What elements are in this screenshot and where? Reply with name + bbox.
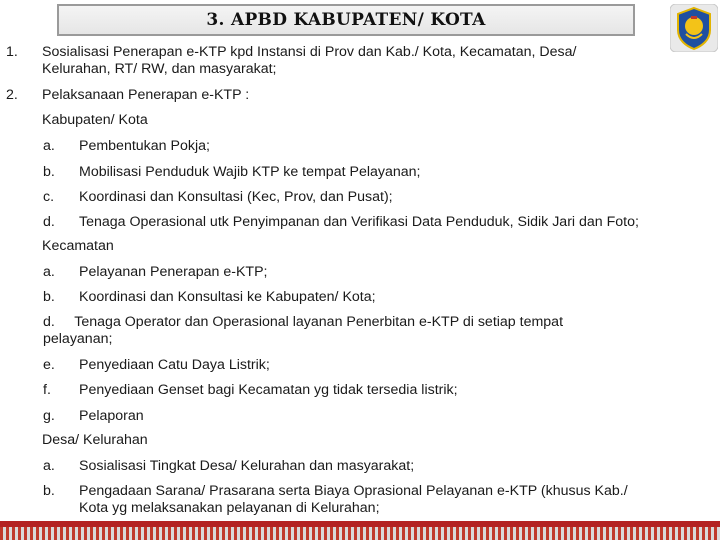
list-item: Tenaga Operasional utk Penyimpanan dan Verifikasi Data Penduduk, Sidik Jari dan Foto; [79,214,639,230]
list-item-letter: b. [43,289,55,305]
list-item-letter: a. [43,458,55,474]
list-item: Pelayanan Penerapan e-KTP; [79,264,268,280]
list-item-letter: b. [43,164,55,180]
footer-accent-line [0,521,720,527]
list-item-d-line-2: pelayanan; [43,331,113,347]
list-item-letter: e. [43,357,55,373]
list-item: Koordinasi dan Konsultasi ke Kabupaten/ Kota; [79,289,376,305]
list-item-letter: d. [43,214,55,230]
kabupaten-heading: Kabupaten/ Kota [42,112,148,128]
list-item: Mobilisasi Penduduk Wajib KTP ke tempat Pelayanan; [79,164,421,180]
list-item-letter: b. [43,483,55,499]
list-item-b-line-1: Pengadaan Sarana/ Prasarana serta Biaya Oprasional Pelayanan e-KTP (khusus Kab./ [79,483,628,499]
list-item: Pelaporan [79,408,144,424]
list-item: Sosialisasi Tingkat Desa/ Kelurahan dan masyarakat; [79,458,415,474]
list-item: Pembentukan Pokja; [79,138,210,154]
page-title: 3. APBD KABUPATEN/ KOTA [206,10,486,30]
item-1-line-2: Kelurahan, RT/ RW, dan masyarakat; [42,61,277,77]
list-item-letter: a. [43,138,55,154]
item-2-text: Pelaksanaan Penerapan e-KTP : [42,87,250,103]
item-1-line-1: Sosialisasi Penerapan e-KTP kpd Instansi di Prov dan Kab./ Kota, Kecamatan, Desa/ [42,44,577,60]
kecamatan-heading: Kecamatan [42,238,114,254]
list-item-b-line-2: Kota yg melaksanakan pelayanan di Kelurahan; [79,500,380,516]
list-item-letter: f. [43,382,51,398]
list-item-letter: g. [43,408,55,424]
item-number-1: 1. [6,44,18,60]
list-item: Penyediaan Catu Daya Listrik; [79,357,270,373]
list-item-letter: c. [43,189,55,205]
list-item-d-line-1: d. Tenaga Operator dan Operasional layanan Penerbitan e-KTP di setiap tempat [43,314,564,330]
list-item: Koordinasi dan Konsultasi (Kec, Prov, dan Pusat); [79,189,393,205]
list-item-letter: a. [43,264,55,280]
list-item: Penyediaan Genset bagi Kecamatan yg tidak tersedia listrik; [79,382,458,398]
item-number-2: 2. [6,87,18,103]
desa-heading: Desa/ Kelurahan [42,432,148,448]
